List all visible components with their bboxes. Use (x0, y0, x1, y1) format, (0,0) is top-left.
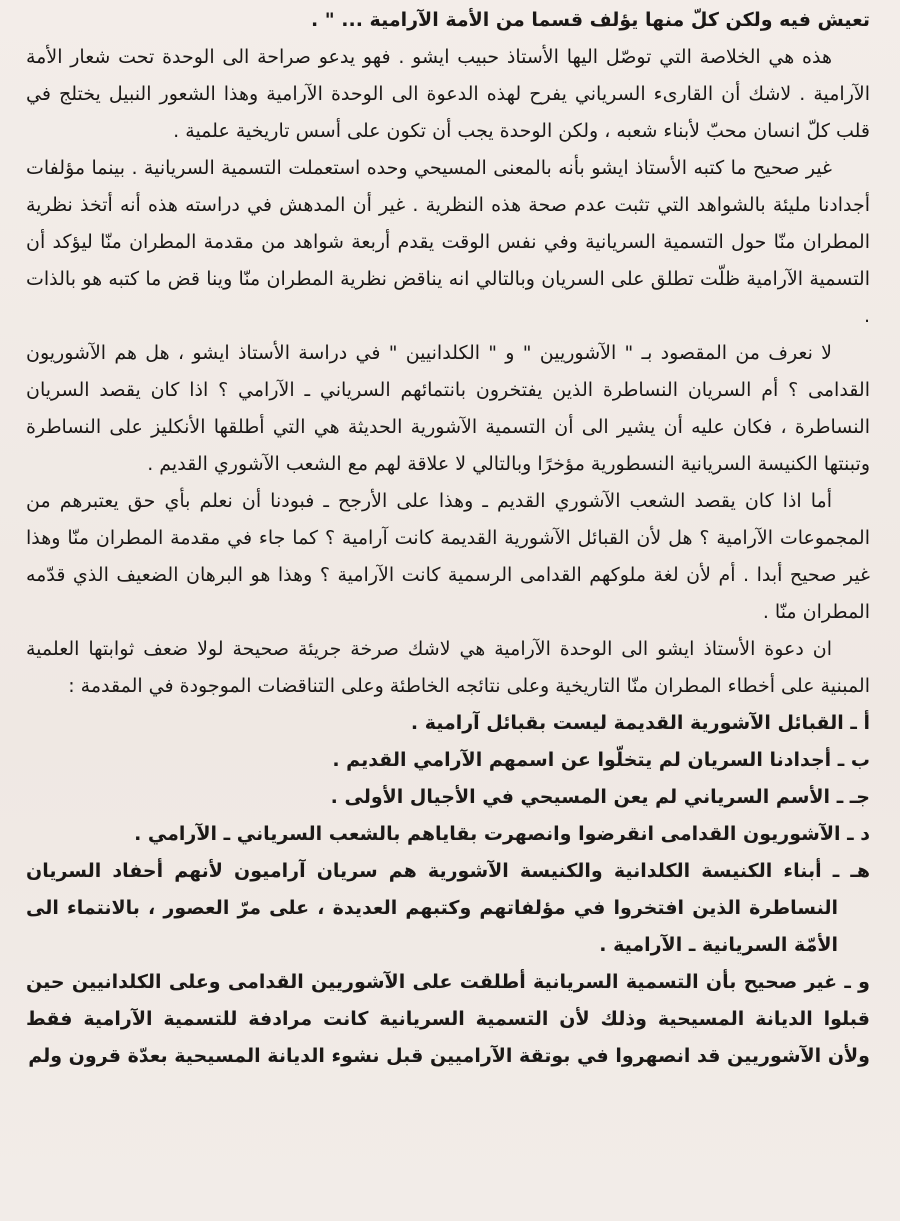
list-item (26, 964, 870, 1075)
paragraph-ancient-assyrians: أما اذا كان يقصد الشعب الآشوري القديم ـ وهذا على الأرجح ـ فبودنا أن نعلم بأي حق يعتبرهم من المجموعات الآرامية ؟ هل لأن القبائل الآشورية القديمة كانت آرامية ؟ كما جاء في مقدمة المطران منّا وهذا غير صحيح أبدا . أم لأن لغة ملوكهم القدامى الرسمية كانت الآرامية ؟ وهذا هو البرهان الضعيف الذي قدّمه المطران منّا . (26, 490, 870, 623)
list-item-text: الآشوريون القدامى انقرضوا وانصهرت بقاياهم بالشعب السرياني ـ الآرامي . (134, 823, 841, 845)
list-item-label: ب ـ (837, 749, 870, 771)
paragraph-syriac-name: غير صحيح ما كتبه الأستاذ ايشو بأنه بالمعنى المسيحي وحده استعملت التسمية السريانية . بينما مؤلفات أجدادنا مليئة بالشواهد التي تثبت عدم صحة هذه النظرية . غير أن المدهش في دراسته هذه أنه أتخذ نظرية المطران منّا حول التسمية السريانية وفي نفس الوقت يقدم أربعة شواهد من مقدمة المطران منّا ليؤكد أن التسمية الآرامية ظلّت تطلق على السريان وبالتالي انه يناقض نظرية المطران منّا وينا قض ما كتبه هو بالذات . (26, 157, 870, 327)
list-item-label: و ـ (844, 971, 870, 993)
list-item (26, 779, 870, 816)
page-text (26, 2, 870, 1075)
contradictions-list (26, 705, 870, 1075)
list-item-label: جـ ـ (836, 786, 870, 808)
paragraph-opening: تعيش فيه ولكن كلّ منها يؤلف قسما من الأمة الآرامية ... " . (310, 9, 870, 31)
list-item (26, 742, 870, 779)
list-item-text: الأسم السرياني لم يعن المسيحي في الأجيال الأولى . (330, 786, 831, 808)
list-item (26, 853, 870, 964)
paragraph-assyrians: لا نعرف من المقصود بـ " الآشوريين " و " الكلدانيين " في دراسة الأستاذ ايشو ، هل هم الآشوريون القدامى ؟ أم السريان النساطرة الذين يفتخرون بانتمائهم السرياني ـ الآرامي ؟ اذا كان يقصد السريان النساطرة ، فكان عليه أن يشير الى أن التسمية الآشورية الحديثة هي التي أطلقها الأنكليز على النساطرة وتبنتها الكنيسة السريانية النسطورية مؤخرًا وبالتالي لا علاقة لهم مع الشعب الآشوري القديم . (26, 342, 870, 475)
list-item-label: د ـ (847, 823, 870, 845)
list-item-label: هـ ـ (832, 860, 870, 882)
list-item-text: غير صحيح بأن التسمية السريانية أطلقت على الآشوريين القدامى وعلى الكلدانيين حين قبلوا الديانة المسيحية وذلك لأن التسمية السريانية كانت مرادفة للتسمية الآرامية فقط ولأن الآشوريين قد انصهروا في بوتقة الآراميين قبل نشوء الديانة المسيحية بعدّة قرون ولم (26, 971, 870, 1067)
paragraph-unity-call: ان دعوة الأستاذ ايشو الى الوحدة الآرامية هي لاشك صرخة جريئة صحيحة لولا ضعف ثوابتها العلمية المبنية على أخطاء المطران منّا التاريخية وعلى نتائجه الخاطئة وعلى التناقضات الموجودة في المقدمة : (26, 638, 870, 697)
list-item (26, 705, 870, 742)
list-item-text: القبائل الآشورية القديمة ليست بقبائل آرامية . (410, 712, 844, 734)
list-item-text: أجدادنا السريان لم يتخلّوا عن اسمهم الآرامي القديم . (332, 749, 832, 771)
paragraph-summary: هذه هي الخلاصة التي توصّل اليها الأستاذ حبيب ايشو . فهو يدعو صراحة الى الوحدة تحت شعار الأمة الآرامية . لاشك أن القارىء السرياني يفرح لهذه الدعوة الى الوحدة الآرامية وهذا الشعور النبيل يختلج في قلب كلّ انسان محبّ لأبناء شعبه ، ولكن الوحدة يجب أن تكون على أسس تاريخية علمية . (26, 46, 870, 142)
list-item-text: أبناء الكنيسة الكلدانية والكنيسة الآشورية هم سريان آراميون لأنهم أحفاد السريان النساطرة الذين افتخروا في مؤلفاتهم وكتبهم العديدة ، على مرّ العصور ، بالانتماء الى الأمّة السريانية ـ الآرامية . (26, 860, 838, 956)
list-item (26, 816, 870, 853)
list-item-label: أ ـ (850, 712, 870, 734)
